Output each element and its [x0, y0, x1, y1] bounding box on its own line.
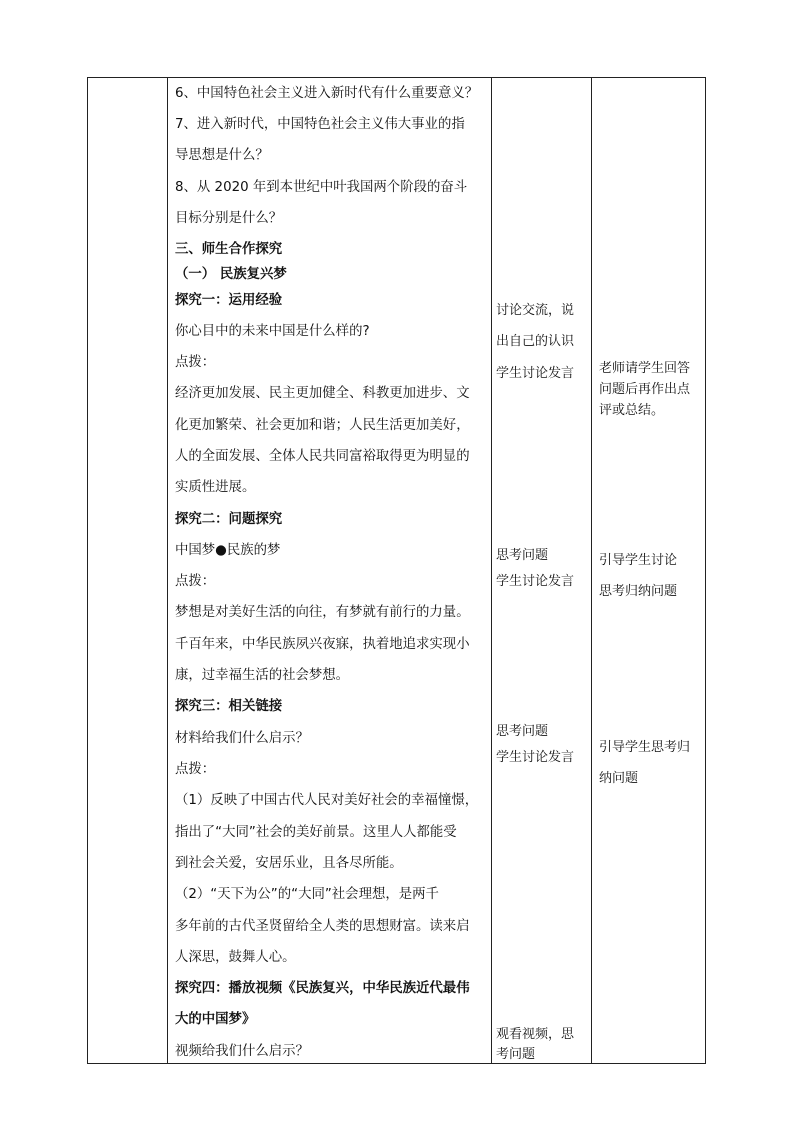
exploration-1-answer: 经济更加发展、民主更加健全、科教更加进步、文	[175, 386, 470, 401]
subsection-heading: （一） 民族复兴梦	[175, 267, 287, 282]
student-activity-4: 观看视频，思	[496, 1027, 575, 1042]
exploration-2-title: 探究二：问题探究	[175, 512, 283, 527]
exploration-1-answer: 人的全面发展、全体人民共同富裕取得更为明显的	[175, 449, 470, 464]
exploration-2-answer: 梦想是对美好生活的向往，有梦就有前行的力量。	[175, 605, 470, 620]
student-activity-1: 学生讨论发言	[496, 366, 575, 381]
exploration-2-answer: 千百年来，中华民族夙兴夜寐，执着地追求实现小	[175, 637, 470, 652]
exploration-1-title: 探究一：运用经验	[175, 293, 283, 308]
column-divider	[591, 78, 592, 1063]
student-activity-4: 考问题	[496, 1047, 536, 1062]
exploration-4-title: 探究四：播放视频《民族复兴，中华民族近代最伟	[175, 981, 470, 996]
teacher-activity-3: 引导学生思考归	[599, 740, 691, 755]
teacher-activity-1: 问题后再作出点	[599, 382, 691, 397]
exploration-3-answer: 人深思，鼓舞人心。	[175, 950, 296, 965]
exploration-1-hint: 点拨：	[175, 355, 216, 370]
question-7-line1: 7、进入新时代，中国特色社会主义伟大事业的指	[175, 117, 465, 132]
exploration-2-question: 中国梦●民族的梦	[175, 543, 281, 558]
exploration-3-answer: （1）反映了中国古代人民对美好社会的幸福憧憬，	[175, 793, 479, 808]
exploration-3-hint: 点拨：	[175, 762, 216, 777]
exploration-3-question: 材料给我们什么启示？	[175, 731, 309, 746]
teacher-activity-1: 老师请学生回答	[599, 361, 691, 376]
student-activity-1: 出自己的认识	[496, 334, 575, 349]
column-divider	[167, 78, 168, 1063]
exploration-4-question: 视频给我们什么启示？	[175, 1044, 309, 1059]
exploration-2-answer: 康，过幸福生活的社会梦想。	[175, 668, 350, 683]
lesson-table	[87, 77, 706, 1064]
teacher-activity-1: 评或总结。	[599, 403, 665, 418]
exploration-1-answer: 化更加繁荣、社会更加和谐；人民生活更加美好，	[175, 418, 470, 433]
teacher-activity-3: 纳问题	[599, 771, 639, 786]
student-activity-3: 学生讨论发言	[496, 750, 575, 765]
exploration-1-answer: 实质性进展。	[175, 480, 256, 495]
column-divider	[491, 78, 492, 1063]
student-activity-2: 学生讨论发言	[496, 574, 575, 589]
exploration-2-hint: 点拨：	[175, 574, 216, 589]
student-activity-1: 讨论交流，说	[496, 303, 575, 318]
exploration-1-question: 你心目中的未来中国是什么样的?	[175, 324, 370, 339]
exploration-3-answer: 指出了“大同”社会的美好前景。这里人人都能受	[175, 825, 457, 840]
question-8-line1: 8、从 2020 年到本世纪中叶我国两个阶段的奋斗	[175, 180, 468, 195]
exploration-3-answer: （2）“天下为公”的“大同”社会理想，是两千	[175, 887, 439, 902]
teacher-activity-2: 思考归纳问题	[599, 584, 678, 599]
exploration-4-title: 大的中国梦》	[175, 1012, 256, 1027]
section-heading: 三、师生合作探究	[175, 242, 283, 257]
exploration-3-title: 探究三：相关链接	[175, 699, 283, 714]
exploration-3-answer: 到社会关爱，安居乐业，且各尽所能。	[175, 856, 403, 871]
student-activity-2: 思考问题	[496, 548, 549, 563]
question-7-line2: 导思想是什么？	[175, 148, 269, 163]
exploration-3-answer: 多年前的古代圣贤留给全人类的思想财富。读来启	[175, 919, 470, 934]
teacher-activity-2: 引导学生讨论	[599, 553, 678, 568]
student-activity-3: 思考问题	[496, 724, 549, 739]
question-6: 6、中国特色社会主义进入新时代有什么重要意义？	[175, 86, 479, 101]
question-8-line2: 目标分别是什么？	[175, 211, 283, 226]
